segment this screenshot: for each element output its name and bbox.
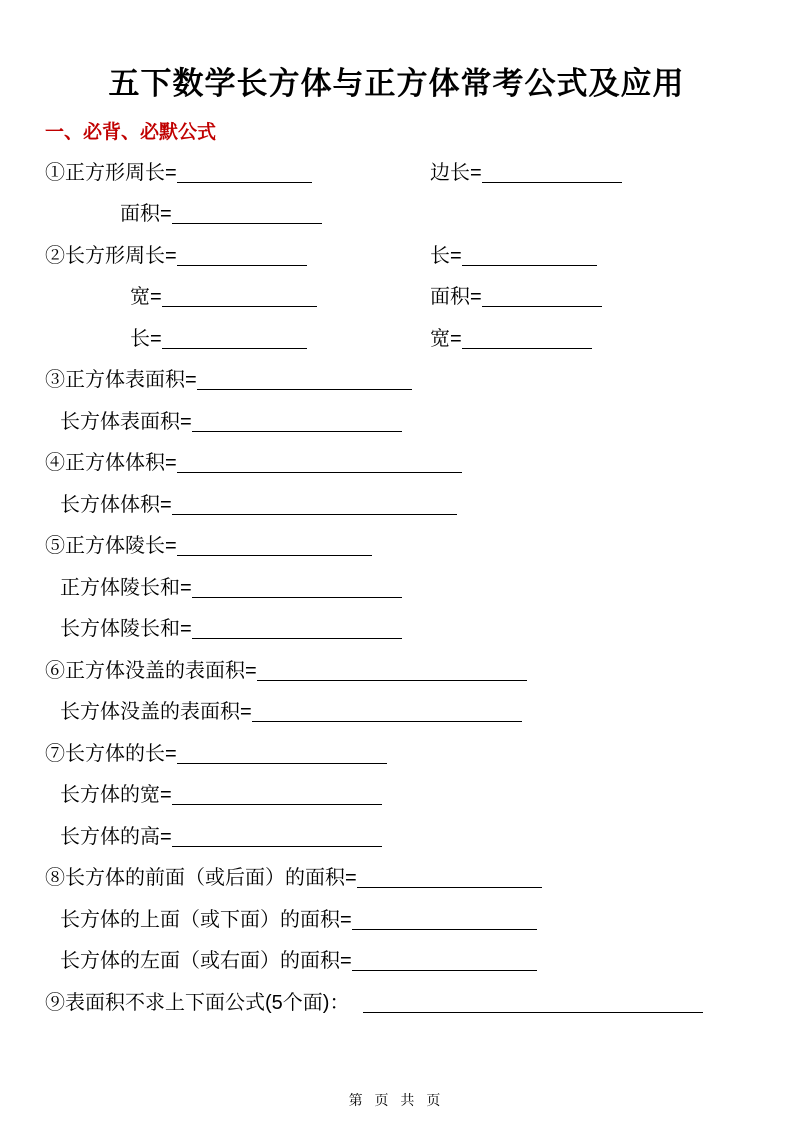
fill-in-blank xyxy=(192,576,402,598)
formula-row xyxy=(0,275,793,317)
fill-in-blank xyxy=(192,617,402,639)
formula-row xyxy=(0,980,793,1022)
formula-label: ②长方形周长= xyxy=(45,244,177,267)
fill-in-blank xyxy=(482,285,602,307)
formula-label: 长方体表面积= xyxy=(60,410,192,433)
fill-in-blank xyxy=(462,327,592,349)
fill-in-blank xyxy=(162,285,317,307)
formula-label: ④正方体体积= xyxy=(45,452,177,474)
formula-row xyxy=(0,648,793,690)
fill-in-blank xyxy=(352,908,537,930)
formula-row xyxy=(0,607,793,649)
formula-row xyxy=(0,939,793,981)
formula-row xyxy=(0,150,793,192)
page-footer: 第 页 共 页 xyxy=(348,1092,445,1108)
formula-list xyxy=(0,150,793,1022)
formula-row xyxy=(0,731,793,773)
fill-in-blank xyxy=(177,742,387,764)
formula-label: ⑧长方体的前面（或后面）的面积= xyxy=(45,867,357,889)
fill-in-blank xyxy=(252,700,522,722)
fill-in-blank xyxy=(257,659,527,681)
formula-label: 正方体陵长和= xyxy=(60,576,192,599)
fill-in-blank xyxy=(172,493,457,515)
formula-label: 面积= xyxy=(120,203,172,225)
fill-in-blank xyxy=(162,327,307,349)
formula-row xyxy=(0,482,793,524)
formula-label: ⑦长方体的长= xyxy=(45,742,177,765)
formula-label: 长方体的左面（或右面）的面积= xyxy=(60,950,352,972)
formula-label: 宽= xyxy=(430,327,462,350)
fill-in-blank xyxy=(177,451,462,473)
fill-in-blank xyxy=(177,161,312,183)
formula-label: 长= xyxy=(130,327,162,350)
formula-row xyxy=(0,690,793,732)
fill-in-blank xyxy=(172,783,382,805)
formula-row xyxy=(0,897,793,939)
formula-label: 长方体的上面（或下面）的面积= xyxy=(60,908,352,931)
formula-label: ⑤正方体陵长= xyxy=(45,535,177,557)
fill-in-blank xyxy=(172,825,382,847)
formula-row xyxy=(0,524,793,566)
formula-row xyxy=(0,814,793,856)
formula-label: ⑨表面积不求上下面公式(5个面)： xyxy=(45,991,350,1014)
formula-row xyxy=(0,441,793,483)
formula-row xyxy=(0,773,793,815)
formula-label: 长方体没盖的表面积= xyxy=(60,701,252,723)
formula-label: 宽= xyxy=(130,286,162,308)
formula-label: 长方体的宽= xyxy=(60,784,172,806)
formula-row xyxy=(0,856,793,898)
formula-row xyxy=(0,358,793,400)
formula-label: ⑥正方体没盖的表面积= xyxy=(45,659,257,682)
formula-label: 长方体的高= xyxy=(60,825,172,848)
fill-in-blank xyxy=(172,202,322,224)
fill-in-blank xyxy=(197,368,412,390)
formula-row xyxy=(0,316,793,358)
formula-label: ③正方体表面积= xyxy=(45,369,197,391)
section-heading: 一、必背、必默公式 xyxy=(45,122,217,143)
formula-label: 长方体陵长和= xyxy=(60,618,192,640)
fill-in-blank xyxy=(177,534,372,556)
fill-in-blank xyxy=(462,244,597,266)
formula-label: ①正方形周长= xyxy=(45,161,177,184)
fill-in-blank xyxy=(352,949,537,971)
formula-row xyxy=(0,399,793,441)
formula-label: 长方体体积= xyxy=(60,493,172,516)
fill-in-blank xyxy=(357,866,542,888)
formula-row xyxy=(0,233,793,275)
formula-row xyxy=(0,565,793,607)
fill-in-blank xyxy=(192,410,402,432)
formula-label: 边长= xyxy=(430,161,482,184)
fill-in-blank xyxy=(363,991,703,1013)
formula-label: 长= xyxy=(430,244,462,267)
formula-label: 面积= xyxy=(430,286,482,308)
formula-row xyxy=(0,192,793,234)
fill-in-blank xyxy=(177,244,307,266)
document-title: 五下数学长方体与正方体常考公式及应用 xyxy=(108,66,685,101)
fill-in-blank xyxy=(482,161,622,183)
